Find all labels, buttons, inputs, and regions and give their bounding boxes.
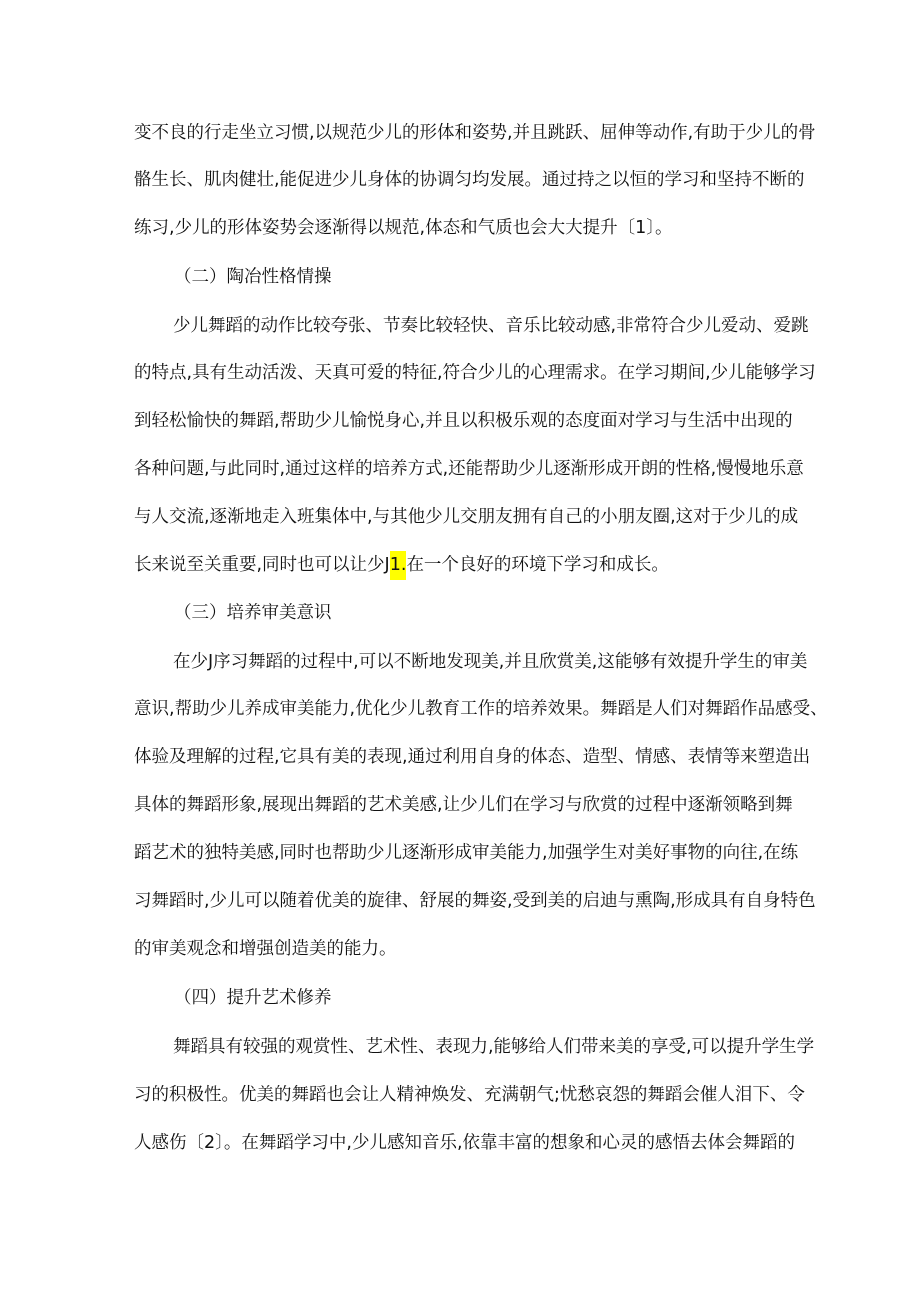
paragraph-line: 的特点,具有生动活泼、天真可爱的特征,符合少儿的心理需求。在学习期间,少儿能够学习: [134, 363, 816, 383]
highlighted-text: 1.: [390, 551, 407, 580]
paragraph-line: 体验及理解的过程,它具有美的表现,通过利用自身的体态、造型、情感、表情等来塑造出: [134, 747, 811, 767]
paragraph-line: 的审美观念和增强创造美的能力。: [134, 939, 397, 959]
paragraph-text: 在一个良好的环境下学习和成长。: [406, 555, 669, 575]
paragraph-line: 意识,帮助少儿养成审美能力,优化少儿教育工作的培养效果。舞蹈是人们对舞蹈作品感受、: [134, 699, 828, 719]
paragraph-line: 习舞蹈时,少儿可以随着优美的旋律、舒展的舞姿,受到美的启迪与熏陶,形成具有自身特色: [134, 891, 816, 911]
paragraph-line: 各种问题,与此同时,通过这样的培养方式,还能帮助少儿逐渐形成开朗的性格,慢慢地乐意: [134, 459, 804, 479]
paragraph-line: 具体的舞蹈形象,展现出舞蹈的艺术美感,让少儿们在学习与欣赏的过程中逐渐领略到舞: [134, 795, 793, 815]
paragraph-line: 在少J序习舞蹈的过程中,可以不断地发现美,并且欣赏美,这能够有效提升学生的审美: [173, 652, 808, 672]
paragraph-line: 少儿舞蹈的动作比较夸张、节奏比较轻快、音乐比较动感,非常符合少儿爱动、爱跳: [173, 316, 809, 336]
section-heading: （二）陶冶性格情操: [174, 267, 332, 287]
section-heading: （四）提升艺术修养: [174, 988, 332, 1008]
paragraph-line: [134, 553, 669, 577]
paragraph-line: 与人交流,逐渐地走入班集体中,与其他少儿交朋友拥有自己的小朋友圈,这对于少儿的成: [134, 507, 799, 527]
paragraph-line: 练习,少儿的形体姿势会逐渐得以规范,体态和气质也会大大提升〔1〕。: [134, 218, 673, 238]
section-heading: （三）培养审美意识: [174, 603, 332, 623]
paragraph-line: 舞蹈具有较强的观赏性、艺术性、表现力,能够给人们带来美的享受,可以提升学生学: [173, 1037, 815, 1057]
paragraph-line: 蹈艺术的独特美感,同时也帮助少儿逐渐形成审美能力,加强学生对美好事物的向往,在练: [134, 843, 799, 863]
paragraph-line: 人感伤〔2〕。在舞蹈学习中,少儿感知音乐,依靠丰富的想象和心灵的感悟去体会舞蹈的: [134, 1133, 796, 1153]
paragraph-line: 习的积极性。优美的舞蹈也会让人精神焕发、充满朝气;忧愁哀怨的舞蹈会催人泪下、令: [134, 1085, 805, 1105]
paragraph-line: 变不良的行走坐立习惯,以规范少儿的形体和姿势,并且跳跃、屈伸等动作,有助于少儿的骨: [134, 123, 816, 143]
paragraph-text: 长来说至关重要,同时也可以让少J: [134, 555, 390, 575]
paragraph-line: 骼生长、肌肉健壮,能促进少儿身体的协调匀均发展。通过持之以恒的学习和坚持不断的: [134, 170, 805, 190]
paragraph-line: 到轻松愉快的舞蹈,帮助少儿愉悦身心,并且以积极乐观的态度面对学习与生活中出现的: [134, 411, 793, 431]
